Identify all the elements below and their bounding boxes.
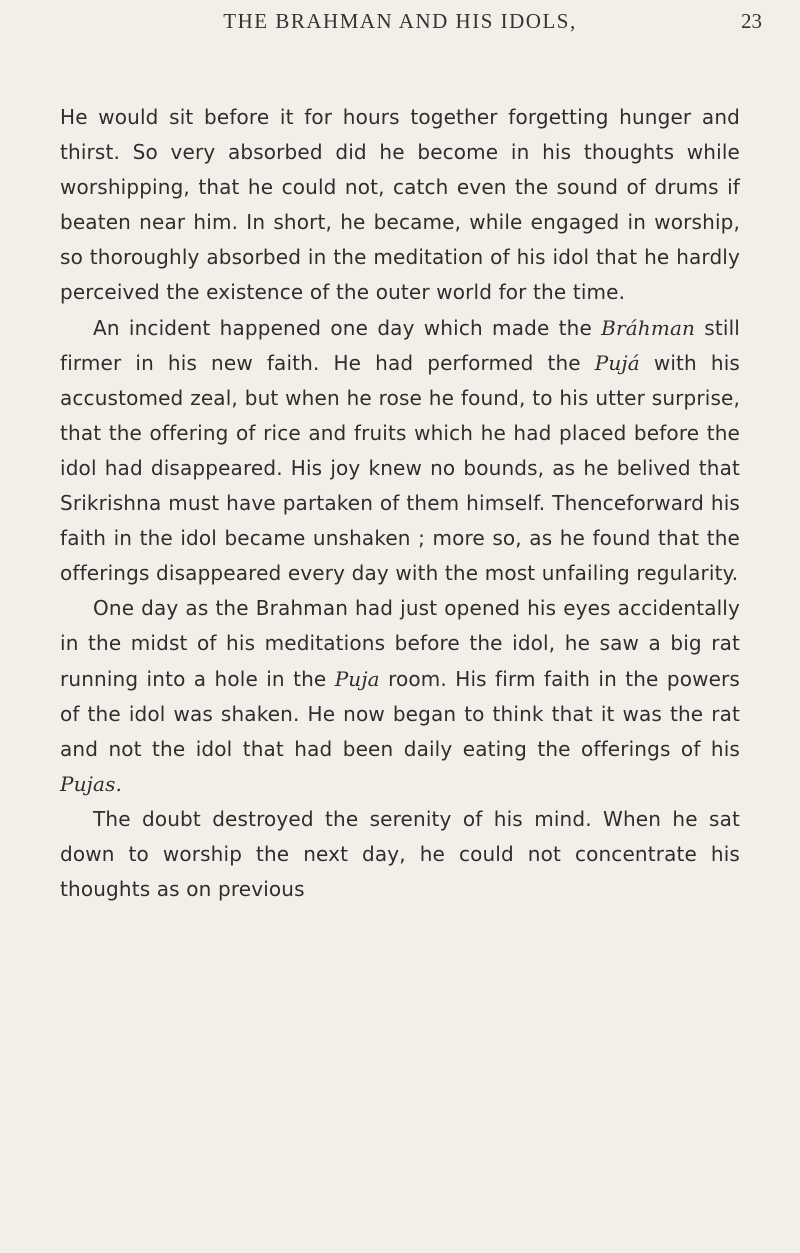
paragraph-2-text: still firmer in his new faith. He had performed the [60,315,740,375]
paragraph-2-text: An incident happened one day which made the [93,315,602,340]
paragraph-2 [60,311,740,592]
page-number: 23 [741,9,762,33]
running-head: THE BRAHMAN AND HIS IDOLS, [223,9,577,33]
italic-term-pujas: Pujas. [60,771,122,796]
paragraph-3-text: One day as the Brahman had just opened his eyes accidentally in the midst of his meditations before the idol, he saw a big rat running into a hole in the [60,596,740,691]
page-header [0,3,800,43]
italic-term-puja: Puja [334,666,380,691]
paragraph-2-text: with his accustomed zeal, but when he rose he found, to his utter surprise, that the offering of rice and fruits which he had placed before the idol had disappeared. His joy knew no bounds, as he belived that Srikrishna must have partaken of them himself. Thenceforward his faith in the idol became unshaken ; more so, as he found that the offerings disappeared every day with the most unfailing regularity. [60,350,740,586]
paragraph-3 [60,591,740,802]
paragraph-1: He would sit before it for hours together forgetting hunger and thirst. So very absorbed did he become in his thoughts while worshipping, that he could not, catch even the sound of drums if beaten near him. In short, he became, while engaged in worship, so thoroughly absorbed in the meditation of his idol that he hardly perceived the existence of the outer world for the time. [60,105,740,305]
italic-term-brahman: Bráhman [601,315,696,340]
italic-term-puja: Pujá [594,350,640,375]
paragraph-3-text: room. His firm faith in the powers of the idol was shaken. He now began to think that it was the rat and not the idol that had been daily eating the offerings of his [60,666,740,761]
paragraph-4: The doubt destroyed the serenity of his mind. When he sat down to worship the next day, he could not concentrate his thoughts as on previous [60,806,740,902]
body-text [60,100,740,907]
